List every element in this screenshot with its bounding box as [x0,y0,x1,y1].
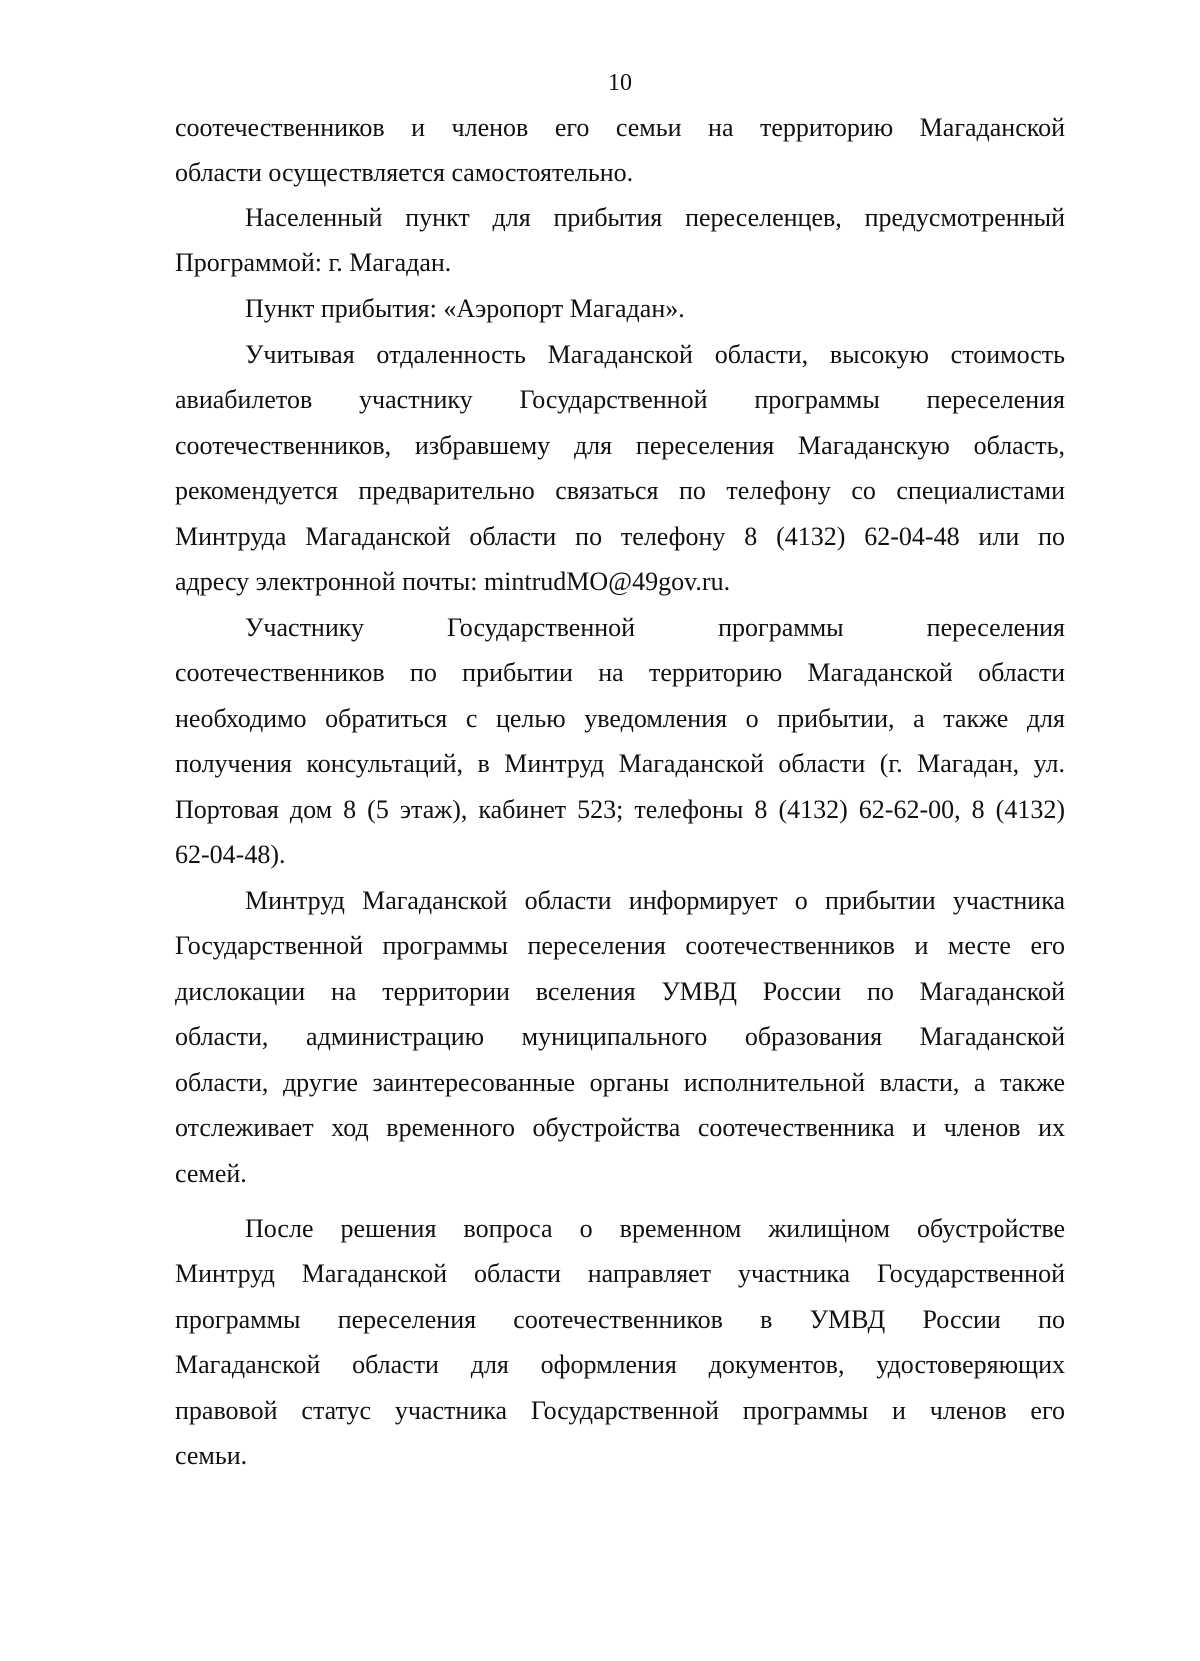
text-line: Минтруд Магаданской области направляет участника Государственной [175,1259,1065,1288]
text-line: После решения вопроса о временном жилищном обустройстве [245,1214,1065,1243]
text-line: получения консультаций, в Минтруд Магаданской области (г. Магадан, ул. [175,749,1065,778]
text-line: отслеживает ход временного обустройства соотечественника и членов их [175,1113,1065,1142]
text-line: соотечественников, избравшему для переселения Магаданскую область, [175,431,1065,460]
text-line: адресу электронной почты: mintrudMO@49gov.ru. [175,567,731,596]
text-line: авиабилетов участнику Государственной программы переселения [175,385,1065,414]
text-line: рекомендуется предварительно связаться по телефону со специалистами [175,476,1065,505]
text-line: области, другие заинтересованные органы исполнительной власти, а также [175,1068,1065,1097]
text-line: 62-04-48). [175,840,286,869]
text-line: Государственной программы переселения соотечественников и месте его [175,931,1065,960]
text-line: Минтруда Магаданской области по телефону 8 (4132) 62-04-48 или по [175,522,1065,551]
text-line: семей. [175,1159,247,1188]
text-line: программы переселения соотечественников в УМВД России по [175,1305,1065,1334]
text-line: дислокации на территории вселения УМВД России по Магаданской [175,977,1065,1006]
text-line: Минтруд Магаданской области информирует о прибытии участника [245,886,1065,915]
text-line: правовой статус участника Государственной программы и членов его [175,1396,1065,1425]
text-line: Населенный пункт для прибытия переселенцев, предусмотренный [245,203,1065,232]
text-line: соотечественников и членов его семьи на территорию Магаданской [175,113,1065,142]
text-line: области осуществляется самостоятельно. [175,158,634,187]
text-line: области, администрацию муниципального образования Магаданской [175,1022,1065,1051]
text-line: Участнику Государственной программы переселения [245,613,1065,642]
text-line: соотечественников по прибытии на территорию Магаданской области [175,658,1065,687]
page-number: 10 [608,70,632,96]
text-line: Программой: г. Магадан. [175,248,452,277]
text-line: Магаданской области для оформления документов, удостоверяющих [175,1350,1065,1379]
text-line: Учитывая отдаленность Магаданской области, высокую стоимость [245,340,1065,369]
text-line: Пункт прибытия: «Аэропорт Магадан». [245,294,685,323]
text-line: Портовая дом 8 (5 этаж), кабинет 523; телефоны 8 (4132) 62-62-00, 8 (4132) [175,795,1065,824]
text-line: необходимо обратиться с целью уведомления о прибытии, а также для [175,704,1065,733]
text-line: семьи. [175,1441,248,1470]
